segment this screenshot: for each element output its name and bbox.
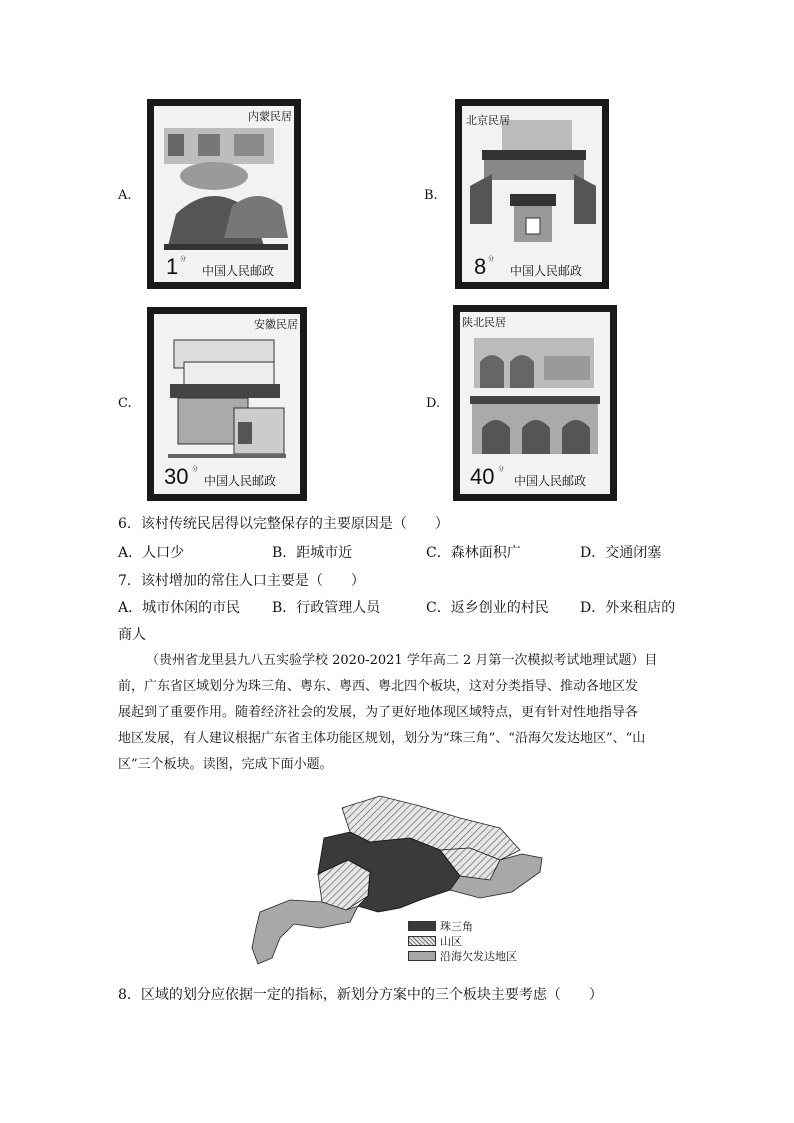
q6-choice-c: C．森林面积广 bbox=[426, 545, 521, 561]
stamp-post: 中国人民邮政 bbox=[510, 264, 583, 278]
coastal-underdeveloped-region bbox=[252, 900, 358, 964]
passage-line-5: 区”三个板块。读图，完成下面小题。 bbox=[118, 757, 333, 772]
stamp-unit: 分 bbox=[488, 256, 495, 263]
q7-choice-d-wrap: 商人 bbox=[118, 627, 146, 643]
legend-swatch bbox=[408, 936, 436, 946]
stamp-unit: 分 bbox=[498, 466, 505, 473]
stamp-anhui bbox=[148, 308, 306, 500]
stamp-value: 40 bbox=[470, 464, 495, 489]
legend-label: 山区 bbox=[440, 935, 462, 948]
stamp-inner-mongolia bbox=[148, 100, 300, 288]
q7-choice-c: C．返乡创业的村民 bbox=[426, 600, 549, 616]
q6-choice-b: B．距城市近 bbox=[272, 545, 353, 561]
passage-line-2: 前，广东省区域划分为珠三角、粤东、粤西、粤北四个板块，这对分类指导、推动各地区发 bbox=[118, 679, 639, 694]
guangdong-region-map bbox=[250, 788, 550, 968]
option-b-label: B. bbox=[424, 188, 438, 203]
stamp-name: 陕北民居 bbox=[462, 316, 506, 329]
question-7-stem: 7．该村增加的常住人口主要是（ ） bbox=[118, 573, 365, 589]
passage-line-3: 展起到了重要作用。随着经济社会的发展，为了更好地体现区域特点，更有针对性地指导各 bbox=[118, 705, 639, 720]
option-a-label: A. bbox=[118, 188, 132, 203]
q7-choice-b: B．行政管理人员 bbox=[272, 600, 381, 616]
stamp-beijing bbox=[456, 100, 608, 288]
question-6-stem: 6．该村传统民居得以完整保存的主要原因是（ ） bbox=[118, 516, 449, 532]
legend-coastal bbox=[408, 948, 517, 964]
stamp-post: 中国人民邮政 bbox=[202, 264, 275, 278]
legend-label: 珠三角 bbox=[440, 920, 473, 933]
stamp-unit: 分 bbox=[180, 256, 187, 263]
q6-choice-d: D．交通闭塞 bbox=[580, 545, 662, 561]
q7-choice-a: A．城市休闲的市民 bbox=[118, 600, 241, 616]
stamp-unit: 分 bbox=[192, 466, 199, 473]
q7-choice-d: D．外来租店的 bbox=[580, 600, 676, 616]
passage-line-1: （贵州省龙里县九八五实验学校 2020-2021 学年高二 2 月第一次模拟考试地理试题）目 bbox=[146, 653, 658, 668]
passage-line-4: 地区发展，有人建议根据广东省主体功能区规划，划分为“珠三角”、“沿海欠发达地区”、“山 bbox=[118, 731, 646, 746]
legend-mountain bbox=[408, 933, 462, 949]
option-c-label: C. bbox=[118, 396, 132, 411]
legend-swatch bbox=[408, 921, 436, 931]
legend-prd bbox=[408, 918, 473, 934]
stamp-shaanbei bbox=[454, 306, 616, 500]
legend-label: 沿海欠发达地区 bbox=[440, 950, 517, 963]
stamp-value: 1 bbox=[166, 254, 179, 279]
q6-choice-a: A．人口少 bbox=[118, 545, 185, 561]
legend-swatch bbox=[408, 951, 436, 961]
stamp-name: 内蒙民居 bbox=[248, 110, 292, 123]
stamp-value: 8 bbox=[474, 254, 487, 279]
stamp-post: 中国人民邮政 bbox=[514, 474, 587, 488]
question-8-stem: 8．区域的划分应依据一定的指标，新划分方案中的三个板块主要考虑（ ） bbox=[118, 987, 603, 1003]
stamp-name: 安徽民居 bbox=[254, 318, 298, 331]
stamp-post: 中国人民邮政 bbox=[204, 474, 277, 488]
stamp-name: 北京民居 bbox=[466, 114, 510, 127]
option-d-label: D. bbox=[426, 396, 441, 411]
stamp-value: 30 bbox=[164, 464, 189, 489]
